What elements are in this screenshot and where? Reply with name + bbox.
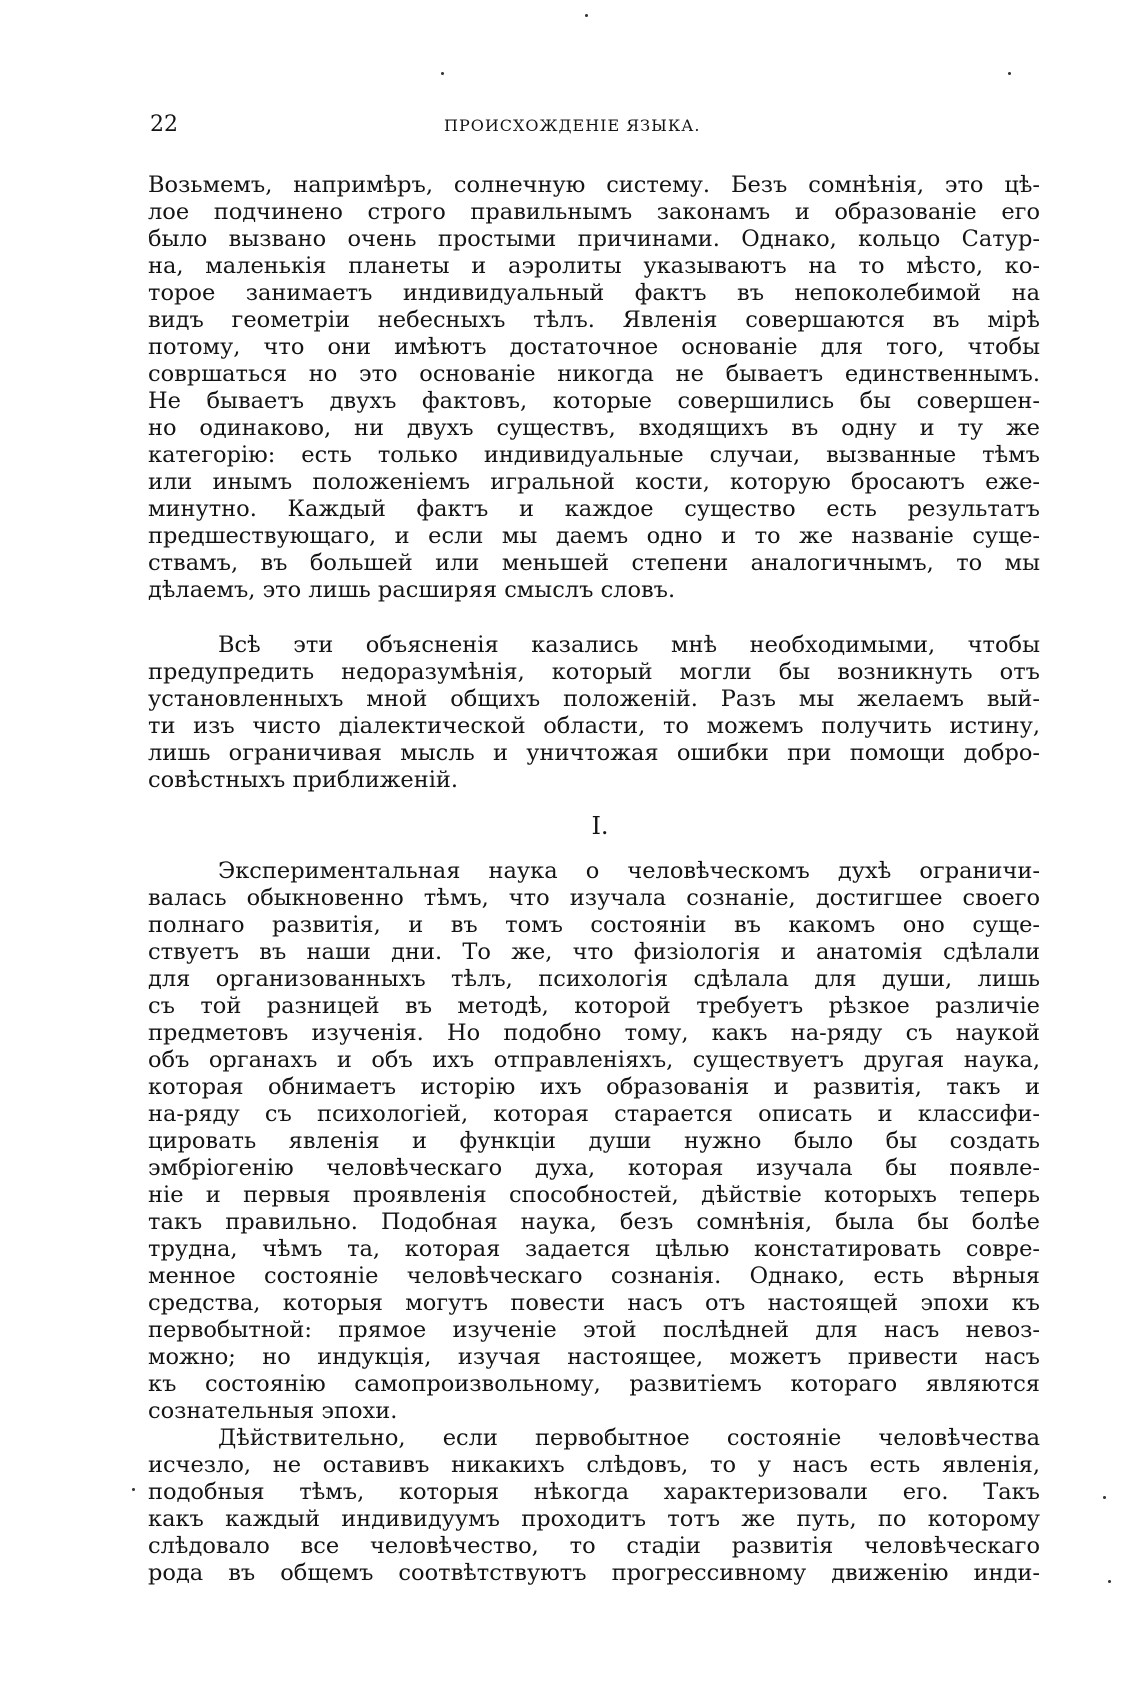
paragraph-2: [148, 632, 1040, 794]
scan-speck: [132, 1488, 135, 1491]
text-line: къ состоянію самопроизвольному, развитіемъ котораго являются: [148, 1371, 1040, 1397]
page-header: [150, 112, 1038, 142]
text-line: исчезло, не оставивъ никакихъ слѣдовъ, то у насъ есть явленія,: [148, 1452, 1040, 1478]
text-line: менное состояніе человѣческаго сознанія. Однако, есть вѣрныя: [148, 1263, 1040, 1289]
text-line: ствуетъ въ наши дни. То же, что физіологія и анатомія сдѣлали: [148, 939, 1040, 965]
text-line: ствамъ, въ большей или меньшей степени аналогичнымъ, то мы: [148, 550, 1040, 576]
text-line: предшествующаго, и если мы даемъ одно и то же названіе суще-: [148, 523, 1040, 549]
text-line: трудна, чѣмъ та, которая задается цѣлью констатировать совре-: [148, 1236, 1040, 1262]
text-line: дѣлаемъ, это лишь расширяя смыслъ словъ.: [148, 577, 676, 603]
text-line: на, маленькія планеты и аэролиты указываютъ на то мѣсто, ко-: [148, 253, 1040, 279]
text-line: подобныя тѣмъ, которыя нѣкогда характеризовали его. Такъ: [148, 1479, 1040, 1505]
scan-speck: [441, 72, 444, 75]
text-line: ніе и первыя проявленія способностей, дѣйствіе которыхъ теперь: [148, 1182, 1040, 1208]
text-line: цировать явленія и функціи души нужно было бы создать: [148, 1128, 1040, 1154]
scan-speck: [1103, 1496, 1106, 1499]
text-line: лишь ограничивая мысль и уничтожая ошибки при помощи добро-: [148, 740, 1040, 766]
scan-speck: [1008, 72, 1011, 75]
text-line: такъ правильно. Подобная наука, безъ сомнѣнія, была бы болѣе: [148, 1209, 1040, 1235]
text-line: Не бываетъ двухъ фактовъ, которые совершились бы совершен-: [148, 388, 1040, 414]
text-line: эмбріогенію человѣческаго духа, которая изучала бы появле-: [148, 1155, 1040, 1181]
text-line: совѣстныхъ приближеній.: [148, 767, 459, 793]
text-line: потому, что они имѣютъ достаточное основаніе для того, чтобы: [148, 334, 1040, 360]
running-title: ПРОИСХОЖДЕНІЕ ЯЗЫКА.: [444, 116, 701, 135]
text-line: Экспериментальная наука о человѣческомъ духѣ ограничи-: [218, 858, 1040, 884]
page-number: 22: [150, 112, 178, 137]
text-line: сознательныя эпохи.: [148, 1398, 398, 1424]
text-line: лое подчинено строго правильнымъ законамъ и образованіе его: [148, 199, 1040, 225]
text-line: валась обыкновенно тѣмъ, что изучала сознаніе, достигшее своего: [148, 885, 1040, 911]
text-line: средства, которыя могутъ повести насъ отъ настоящей эпохи къ: [148, 1290, 1040, 1316]
section-heading: I.: [591, 812, 609, 840]
text-line: съ той разницей въ методѣ, которой требуетъ рѣзкое различіе: [148, 993, 1040, 1019]
text-line: слѣдовало все человѣчество, то стадіи развитія человѣческаго: [148, 1533, 1040, 1559]
text-line: Дѣйствительно, если первобытное состояніе человѣчества: [218, 1425, 1040, 1451]
text-line: предметовъ изученія. Но подобно тому, какъ на-ряду съ наукой: [148, 1020, 1040, 1046]
text-line: первобытной: прямое изученіе этой послѣдней для насъ невоз-: [148, 1317, 1040, 1343]
text-line: Всѣ эти объясненія казались мнѣ необходимыми, чтобы: [218, 632, 1040, 658]
text-line: установленныхъ мной общихъ положеній. Разъ мы желаемъ вый-: [148, 686, 1040, 712]
text-line: на-ряду съ психологіей, которая старается описать и классифи-: [148, 1101, 1040, 1127]
text-line: полнаго развитія, и въ томъ состояніи въ какомъ оно суще-: [148, 912, 1040, 938]
text-line: категорію: есть только индивидуальные случаи, вызванные тѣмъ: [148, 442, 1040, 468]
scan-speck: [585, 14, 588, 17]
text-line: торое занимаетъ индивидуальный фактъ въ непоколебимой на: [148, 280, 1040, 306]
text-line: предупредить недоразумѣнія, который могли бы возникнуть отъ: [148, 659, 1040, 685]
text-line: которая обнимаетъ исторію ихъ образованія и развитія, такъ и: [148, 1074, 1040, 1100]
text-line: минутно. Каждый фактъ и каждое существо есть результатъ: [148, 496, 1040, 522]
scan-speck: [1108, 1580, 1111, 1583]
text-line: объ органахъ и объ ихъ отправленіяхъ, существуетъ другая наука,: [148, 1047, 1040, 1073]
text-line: ти изъ чисто діалектической области, то можемъ получить истину,: [148, 713, 1040, 739]
text-line: можно; но индукція, изучая настоящее, можетъ привести насъ: [148, 1344, 1040, 1370]
paragraph-4: [148, 1425, 1040, 1587]
text-line: какъ каждый индивидуумъ проходитъ тотъ же путь, по которому: [148, 1506, 1040, 1532]
text-line: Возьмемъ, напримѣръ, солнечную систему. Безъ сомнѣнія, это цѣ-: [148, 172, 1040, 198]
text-line: или инымъ положеніемъ игральной кости, которую бросаютъ еже-: [148, 469, 1040, 495]
text-line: рода въ общемъ соотвѣтствуютъ прогрессивному движенію инди-: [148, 1560, 1040, 1586]
text-line: было вызвано очень простыми причинами. Однако, кольцо Сатур-: [148, 226, 1040, 252]
text-line: видъ геометріи небесныхъ тѣлъ. Явленія совершаются въ мірѣ: [148, 307, 1040, 333]
text-line: для организованныхъ тѣлъ, психологія сдѣлала для души, лишь: [148, 966, 1040, 992]
text-line: совршаться но это основаніе никогда не бываетъ единственнымъ.: [148, 361, 1040, 387]
paragraph-1: [148, 172, 1040, 604]
paragraph-3: [148, 858, 1040, 1425]
text-line: но одинаково, ни двухъ существъ, входящихъ въ одну и ту же: [148, 415, 1040, 441]
